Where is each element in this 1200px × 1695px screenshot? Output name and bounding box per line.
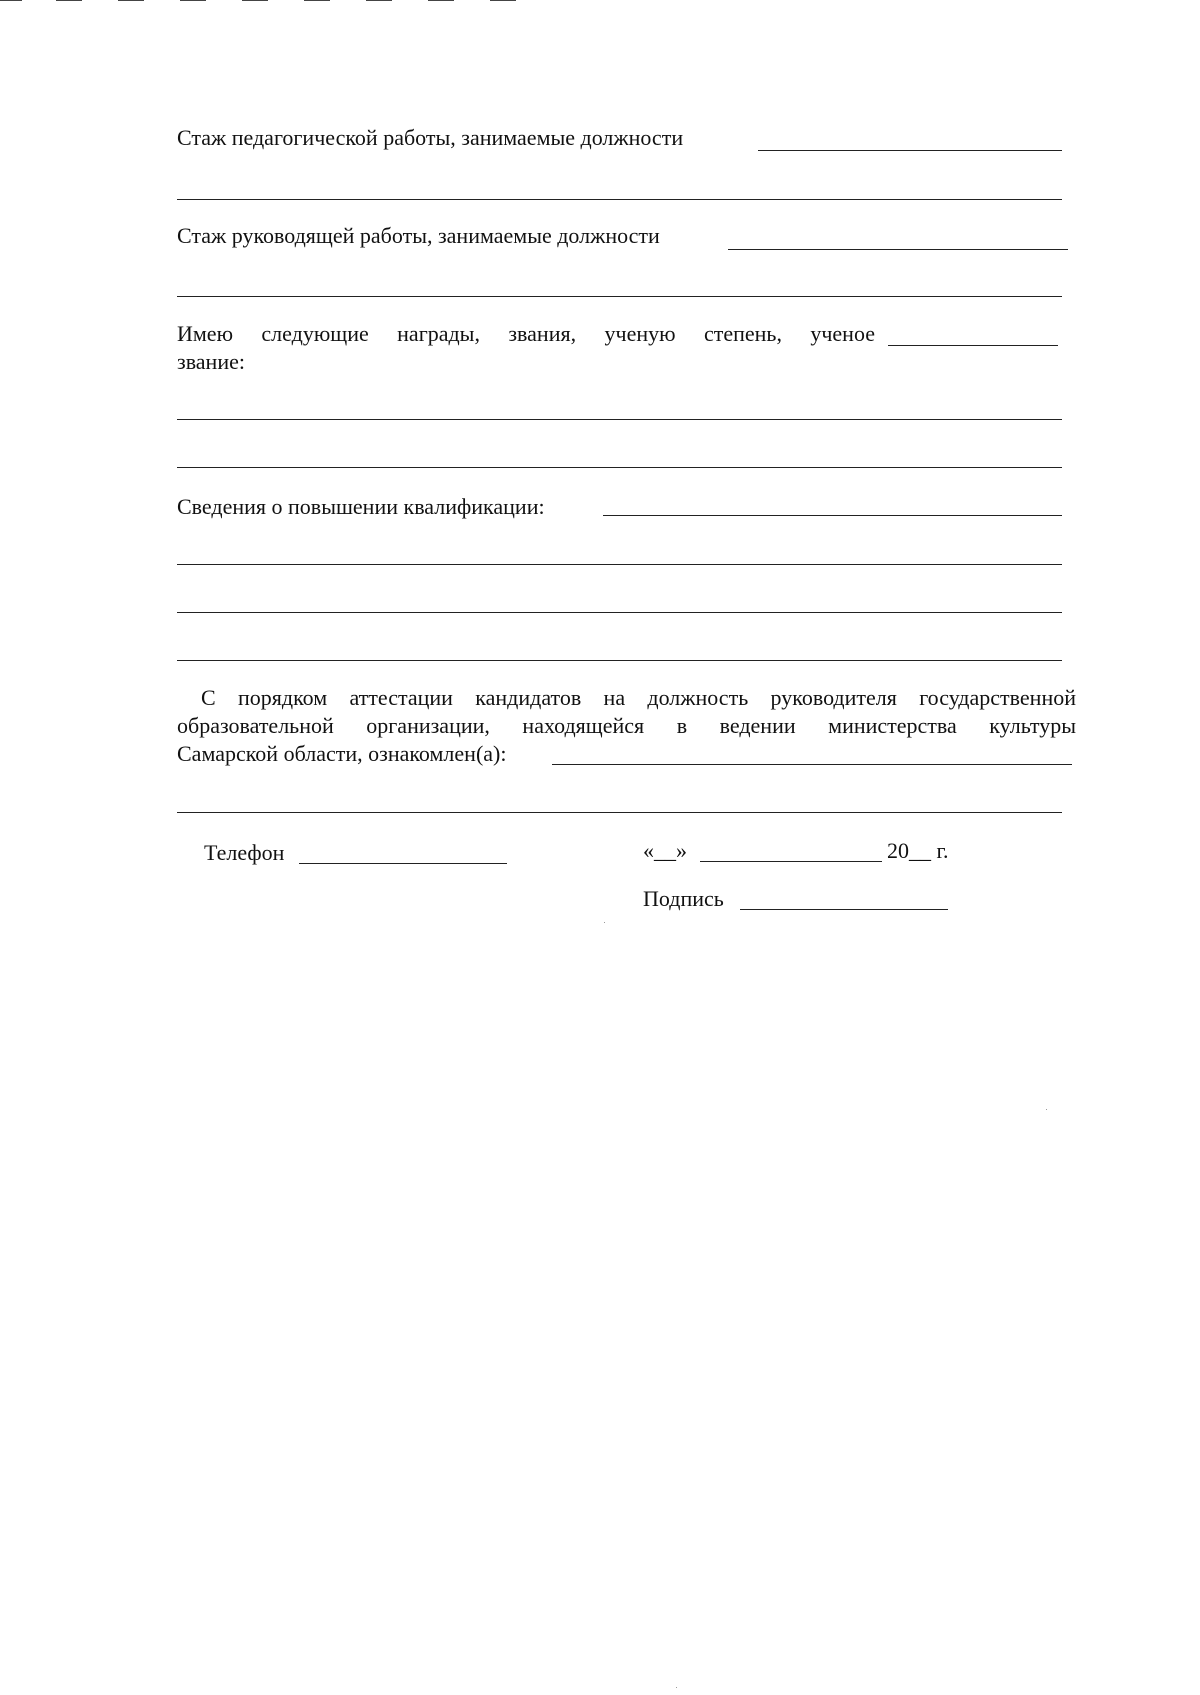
- date-day-quote: «__»: [643, 838, 687, 863]
- top-edge-dash: [490, 0, 516, 2]
- top-edge-dash: [0, 0, 22, 2]
- top-edge-dash: [56, 0, 82, 2]
- attestation-field-line[interactable]: [177, 812, 1062, 813]
- scan-speck: [1046, 1109, 1047, 1110]
- qualification-field-line[interactable]: [177, 660, 1062, 661]
- attestation-text-line1: С порядком аттестации кандидатов на должность руководителя государственной: [201, 685, 1076, 710]
- mgmt-experience-field[interactable]: [728, 249, 1068, 250]
- top-edge-dash: [304, 0, 330, 2]
- signature-field[interactable]: [740, 909, 948, 910]
- qualification-field-line[interactable]: [177, 564, 1062, 565]
- mgmt-experience-label: Стаж руководящей работы, занимаемые должности: [177, 223, 660, 248]
- date-year: 20__ г.: [887, 838, 949, 863]
- top-edge-dash: [242, 0, 268, 2]
- top-edge-dash: [118, 0, 144, 2]
- scan-speck: [676, 1687, 677, 1688]
- attestation-text-line2: образовательной организации, находящейся в ведении министерства культуры: [177, 713, 1076, 738]
- qualification-field-line[interactable]: [177, 612, 1062, 613]
- scan-speck: [604, 922, 605, 923]
- awards-label-line1: Имею следующие награды, звания, ученую степень, ученое: [177, 321, 875, 346]
- qualification-field[interactable]: [603, 515, 1062, 516]
- ped-experience-field-line[interactable]: [177, 199, 1062, 200]
- signature-label: Подпись: [643, 886, 724, 911]
- top-edge-dash: [180, 0, 206, 2]
- attestation-text-line3: Самарской области, ознакомлен(а):: [177, 741, 507, 766]
- top-edge-dash: [366, 0, 392, 2]
- awards-field[interactable]: [888, 345, 1058, 346]
- awards-field-line[interactable]: [177, 467, 1062, 468]
- qualification-label: Сведения о повышении квалификации:: [177, 494, 545, 519]
- mgmt-experience-field-line[interactable]: [177, 296, 1062, 297]
- attestation-field[interactable]: [552, 764, 1072, 765]
- awards-label-line2: звание:: [177, 349, 245, 374]
- ped-experience-label: Стаж педагогической работы, занимаемые должности: [177, 125, 684, 150]
- top-edge-dash: [428, 0, 454, 2]
- awards-field-line[interactable]: [177, 419, 1062, 420]
- ped-experience-field[interactable]: [758, 150, 1062, 151]
- date-month-field[interactable]: [700, 861, 882, 862]
- phone-label: Телефон: [204, 840, 285, 865]
- phone-field[interactable]: [299, 863, 507, 864]
